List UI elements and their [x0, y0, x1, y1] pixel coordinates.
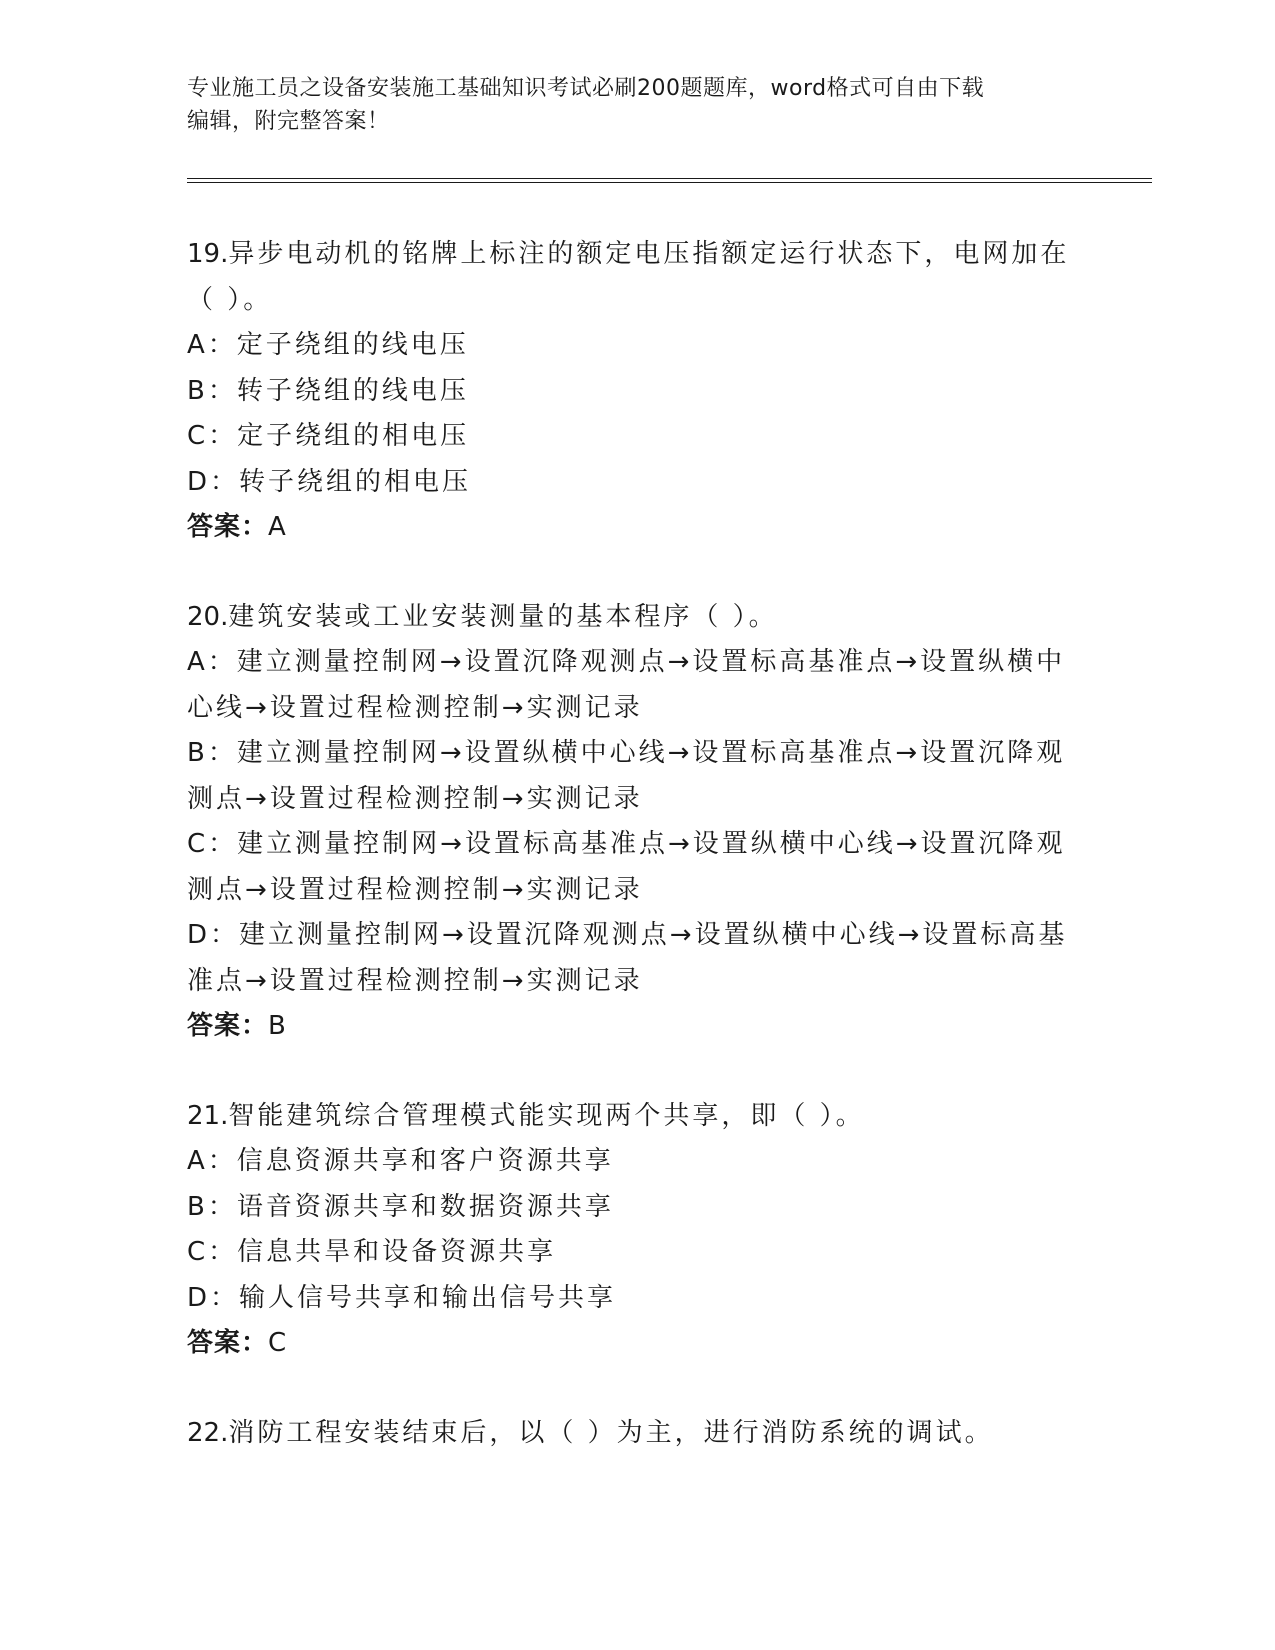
question-number: 20. [187, 601, 229, 632]
question-19 [187, 232, 1087, 551]
answer-line [187, 1321, 1087, 1367]
header-title-line2: 编辑，附完整答案！ [187, 109, 390, 134]
question-text: 建筑安装或工业安装测量的基本程序（ ）。 [228, 601, 778, 632]
answer-line [187, 505, 1087, 551]
question-22 [187, 1411, 1087, 1457]
question-stem [187, 232, 1087, 323]
question-number: 19. [187, 239, 229, 269]
question-number: 21. [187, 1100, 229, 1131]
option-c: C：建立测量控制网→设置标高基准点→设置纵横中心线→设置沉降观测点→设置过程检测控制→实测记录 [187, 829, 1066, 905]
option-d: D：转子绕组的相电压 [187, 466, 472, 497]
header-title-line1: 专业施工员之设备安装施工基础知识考试必刷200题题库，word格式可自由下载 [187, 76, 985, 101]
question-stem [187, 1411, 1087, 1457]
question-20 [187, 595, 1087, 1050]
question-stem [187, 1094, 1087, 1140]
answer-label: 答案： [187, 1011, 269, 1041]
option-a: A：建立测量控制网→设置沉降观测点→设置标高基准点→设置纵横中心线→设置过程检测控制→实测记录 [187, 647, 1066, 723]
question-list [187, 232, 1087, 1500]
answer-line [187, 1004, 1087, 1050]
question-text: 消防工程安装结束后，以（ ）为主，进行消防系统的调试。 [228, 1417, 994, 1448]
answer-label: 答案： [187, 1328, 269, 1358]
option-c: C：定子绕组的相电压 [187, 421, 470, 451]
question-21 [187, 1094, 1087, 1367]
answer-value: A [268, 512, 287, 542]
option-b: B：建立测量控制网→设置纵横中心线→设置标高基准点→设置沉降观测点→设置过程检测控制→实测记录 [187, 738, 1066, 814]
question-text: 异步电动机的铭牌上标注的额定电压指额定运行状态下，电网加在（ ）。 [187, 239, 1070, 315]
answer-value: B [268, 1011, 287, 1041]
option-b: B：转子绕组的线电压 [187, 375, 469, 406]
option-b: B：语音资源共享和数据资源共享 [187, 1191, 614, 1222]
answer-label: 答案： [187, 512, 269, 542]
question-text: 智能建筑综合管理模式能实现两个共享，即（ ）。 [228, 1100, 865, 1131]
option-a: A：信息资源共享和客户资源共享 [187, 1146, 614, 1176]
page-header [187, 72, 1087, 138]
question-stem [187, 595, 1087, 641]
option-c: C：信息共旱和设备资源共享 [187, 1237, 557, 1267]
question-number: 22. [187, 1417, 229, 1448]
option-d: D：输人信号共享和输出信号共享 [187, 1282, 617, 1313]
option-a: A：定子绕组的线电压 [187, 330, 469, 360]
answer-value: C [268, 1328, 288, 1358]
header-divider [187, 178, 1152, 183]
option-d: D：建立测量控制网→设置沉降观测点→设置纵横中心线→设置标高基准点→设置过程检测控制→实测记录 [187, 920, 1068, 996]
